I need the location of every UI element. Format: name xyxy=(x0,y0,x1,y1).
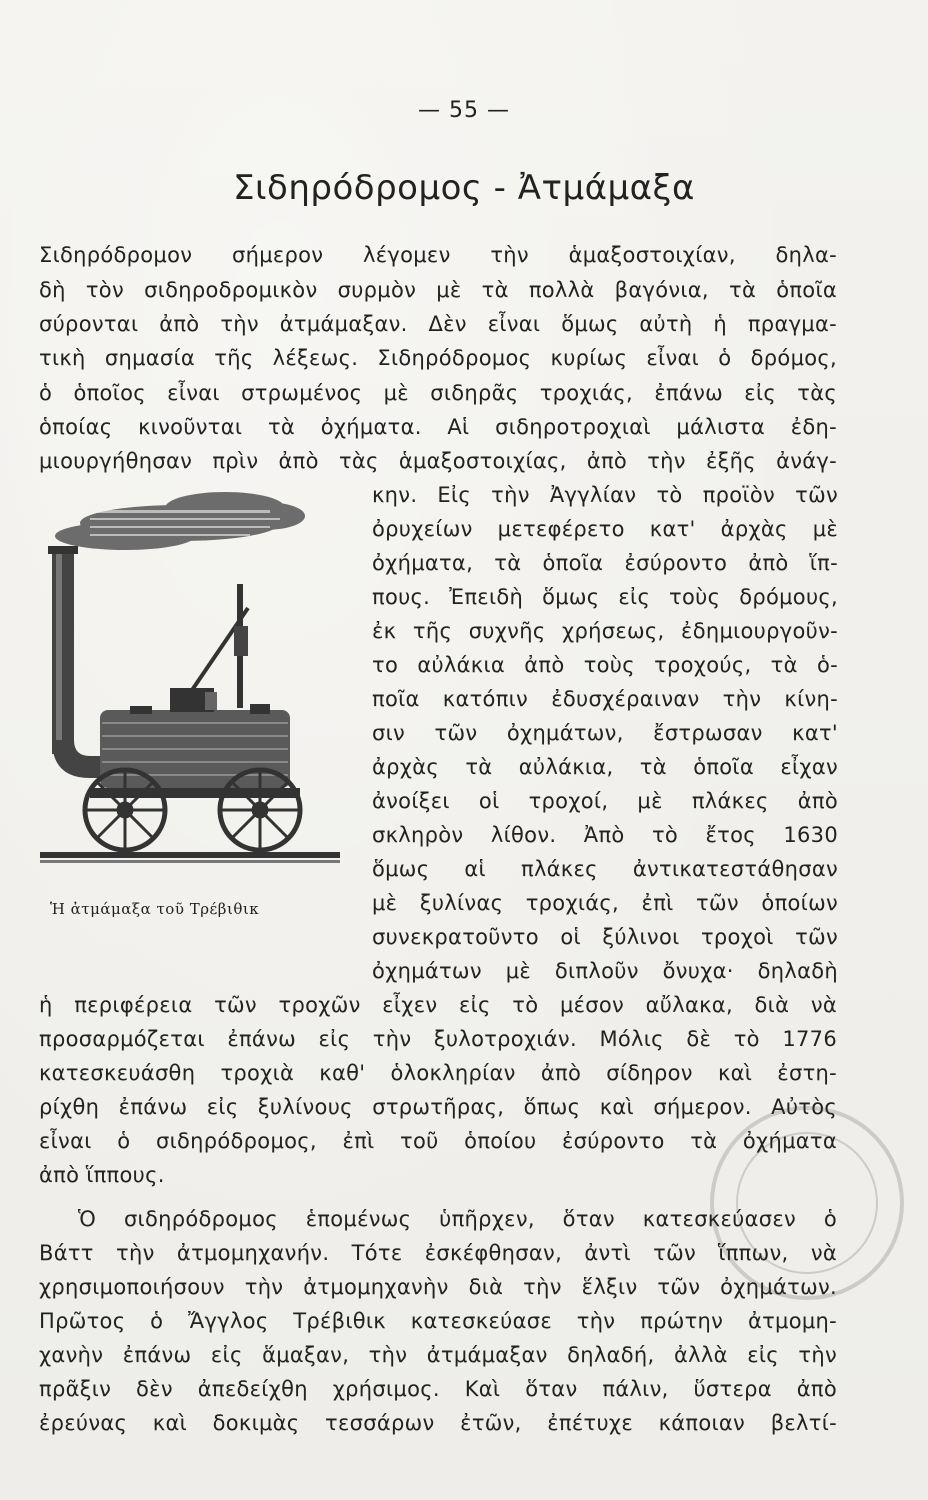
text-line: συνεκρατοῦντο οἱ ξύλινοι τροχοὶ τῶν xyxy=(372,925,838,949)
chapter-title: Σιδηρόδρομος - Ἀτμάμαξα xyxy=(233,168,695,208)
text-line: πρᾶξιν δὲν ἀπεδείχθη χρήσιμος. Καὶ ὅταν πάλιν, ὕστερα ἀπὸ xyxy=(39,1377,837,1401)
text-line: εἶναι ὁ σιδηρόδρομος, ἐπὶ τοῦ ὁποίου ἐσύροντο τὰ ὀχήματα xyxy=(39,1129,837,1153)
text-line: μιουργήθησαν πρὶν ἀπὸ τὰς ἁμαξοστοιχίας, ἀπὸ τὴν ἐξῆς ἀνάγ- xyxy=(39,449,837,473)
text-line: Σιδηρόδρομον σήμερον λέγομεν τὴν ἁμαξοστοιχίαν, δηλα- xyxy=(39,243,837,267)
text-line: ὁ ὁποῖος εἶναι στρωμένος μὲ σιδηρᾶς τροχιάς, ἐπάνω εἰς τὰς xyxy=(39,381,837,405)
text-line: χανὴν ἐπάνω εἰς ἅμαξαν, τὴν ἀτμάμαξαν δηλαδή, ἀλλὰ εἰς τὴν xyxy=(39,1343,837,1367)
text-line: χρησιμοποιήσουν τὴν ἀτμομηχανὴν διὰ τὴν ἕλξιν τῶν ὀχημάτων. xyxy=(39,1275,837,1299)
text-line: κατεσκευάσθη τροχιὰ καθ' ὁλοκληρίαν ἀπὸ σίδηρον καὶ ἐστη- xyxy=(39,1061,837,1085)
text-line: μὲ ξυλίνας τροχιάς, ἐπὶ τῶν ὁποίων xyxy=(372,891,838,915)
text-line: ποῖα κατόπιν ἐδυσχέραιναν τὴν κίνη- xyxy=(372,687,838,711)
library-stamp xyxy=(692,1098,922,1308)
text-line: το αὐλάκια ἀπὸ τοὺς τροχούς, τὰ ὁ- xyxy=(372,653,838,677)
text-line: ὀχήματα, τὰ ὁποῖα ἐσύροντο ἀπὸ ἵπ- xyxy=(372,551,838,575)
text-line: τικὴ σημασία τῆς λέξεως. Σιδηρόδρομος κυρίως εἶναι ὁ δρόμος, xyxy=(39,346,837,370)
text-line: ἀνοίξει οἱ τροχοί, μὲ πλάκες ἀπὸ xyxy=(372,789,838,813)
text-line: Βάττ τὴν ἀτμομηχανήν. Τότε ἐσκέφθησαν, ἀντὶ τῶν ἵππων, νὰ xyxy=(39,1241,837,1265)
locomotive-illustration xyxy=(30,478,352,876)
text-line: πους. Ἐπειδὴ ὅμως εἰς τοὺς δρόμους, xyxy=(372,585,838,609)
text-line: σκληρὸν λίθον. Ἀπὸ τὸ ἔτος 1630 xyxy=(372,823,838,847)
text-line: σιν τῶν ὀχημάτων, ἔστρωσαν κατ' xyxy=(372,721,838,745)
text-line: προσαρμόζεται ἐπάνω εἰς τὴν ξυλοτροχιάν. Μόλις δὲ τὸ 1776 xyxy=(39,1027,837,1051)
text-line: ρίχθη ἐπάνω εἰς ξυλίνους στρωτῆρας, ὅπως καὶ σήμερον. Αὐτὸς xyxy=(39,1095,837,1119)
text-line: ἐκ τῆς συχνῆς χρήσεως, ἐδημιουργοῦν- xyxy=(372,619,838,643)
text-line: σύρονται ἀπὸ τὴν ἀτμάμαξαν. Δὲν εἶναι ὅμως αὐτὴ ἡ πραγμα- xyxy=(39,312,837,336)
text-line: ὁποίας κινοῦνται τὰ ὀχήματα. Αἱ σιδηροτροχιαὶ μάλιστα ἐδη- xyxy=(39,415,837,439)
text-line: κην. Εἰς τὴν Ἀγγλίαν τὸ προϊὸν τῶν xyxy=(372,483,838,507)
text-line: ἐρεύνας καὶ δοκιμὰς τεσσάρων ἐτῶν, ἐπέτυχε κάποιαν βελτί- xyxy=(39,1411,837,1435)
text-line: ἀπὸ ἵππους. xyxy=(39,1163,165,1187)
text-line: ὀχημάτων μὲ διπλοῦν ὄνυχα· δηλαδὴ xyxy=(372,959,838,983)
text-line: Πρῶτος ὁ Ἄγγλος Τρέβιθικ κατεσκεύασε τὴν πρώτην ἀτμομη- xyxy=(39,1309,837,1333)
text-line: δὴ τὸν σιδηροδρομικὸν συρμὸν μὲ τὰ πολλὰ βαγόνια, τὰ ὁποῖα xyxy=(39,278,837,302)
figure-caption: Ἡ ἀτμάμαξα τοῦ Τρέβιθικ xyxy=(50,900,260,918)
text-line: ὅμως αἱ πλάκες ἀντικατεστάθησαν xyxy=(372,857,838,881)
text-line: Ὁ σιδηρόδρομος ἑπομένως ὑπῆρχεν, ὅταν κατεσκεύασεν ὁ xyxy=(78,1207,837,1231)
text-line: ὀρυχείων μετεφέρετο κατ' ἀρχὰς μὲ xyxy=(372,517,838,541)
text-line: ἀρχὰς τὰ αὐλάκια, τὰ ὁποῖα εἶχαν xyxy=(372,755,838,779)
text-line: ἡ περιφέρεια τῶν τροχῶν εἶχεν εἰς τὸ μέσον αὔλακα, διὰ νὰ xyxy=(39,993,837,1017)
page-number: — 55 — xyxy=(418,98,510,123)
